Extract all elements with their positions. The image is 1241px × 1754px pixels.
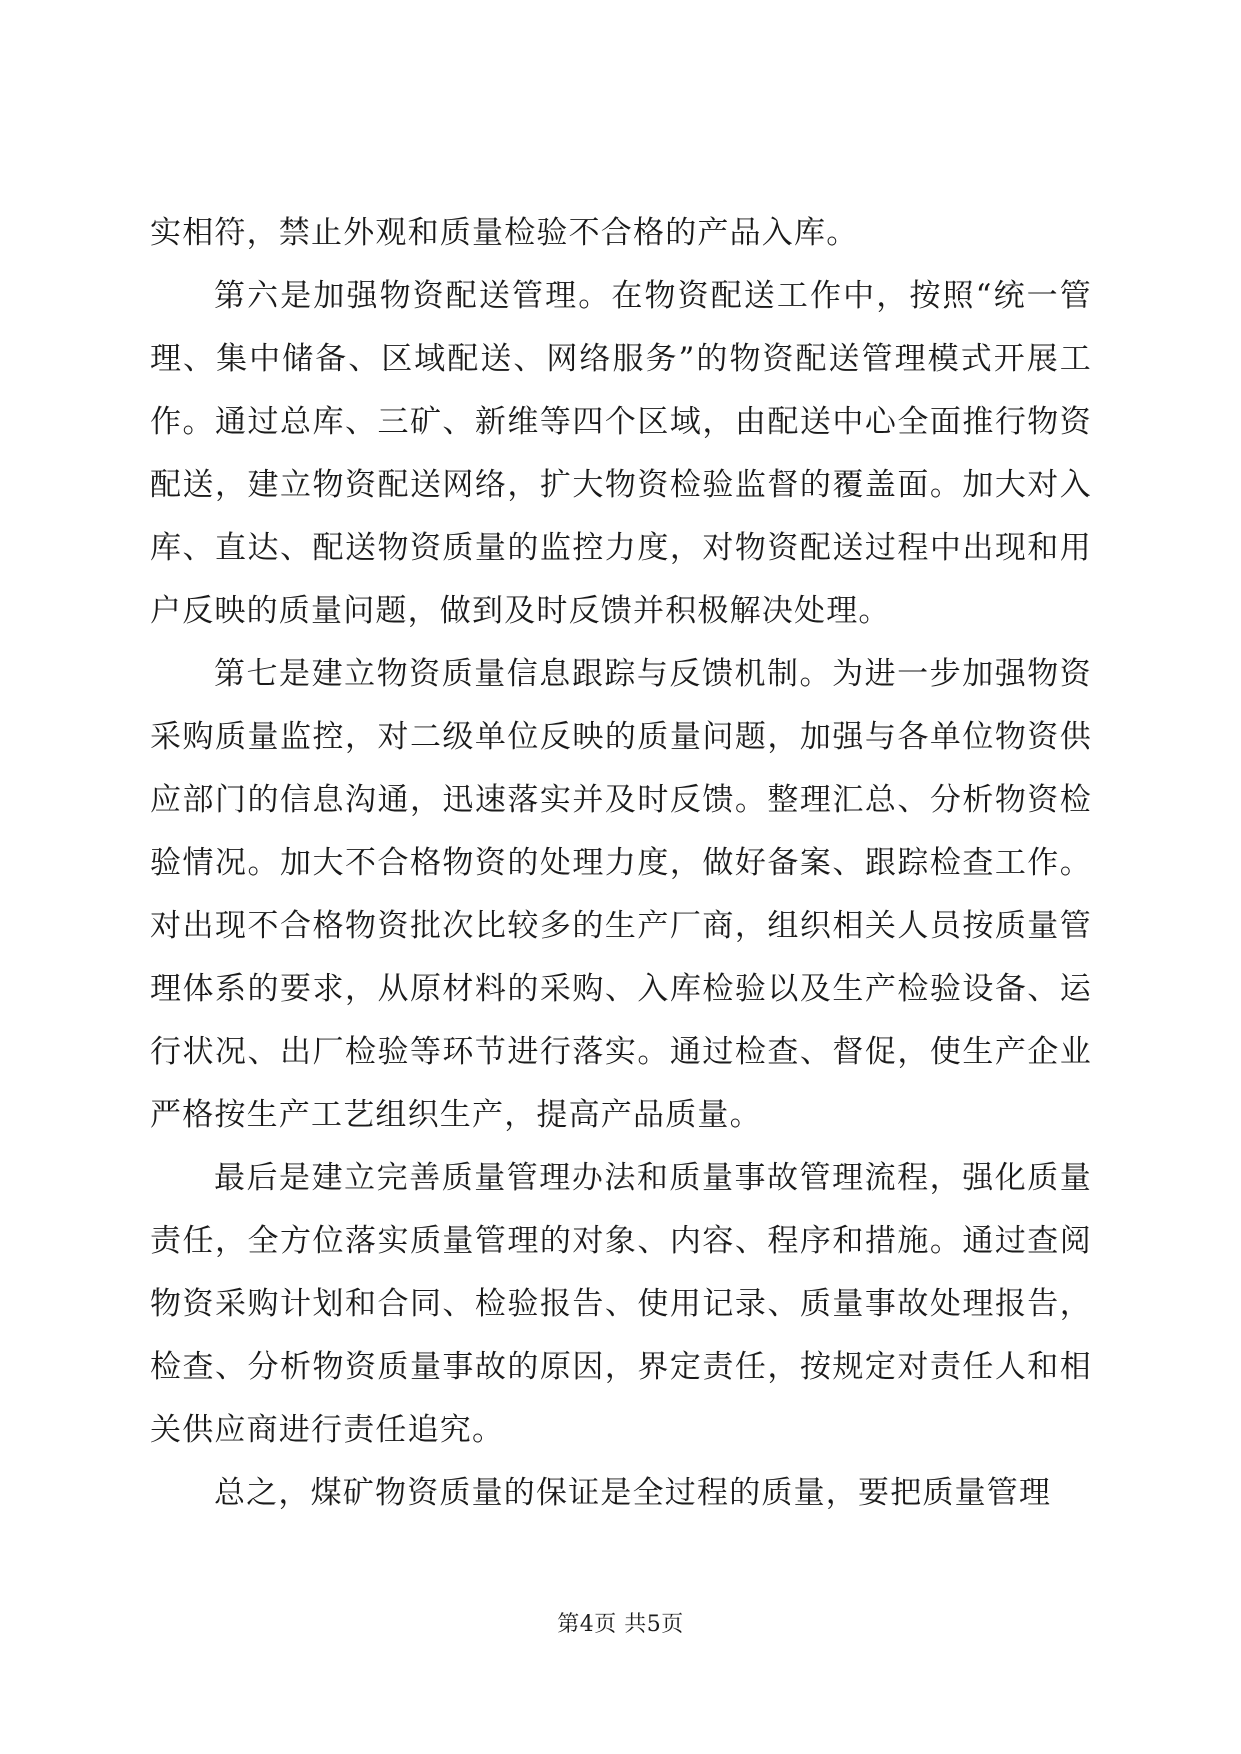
page-number-footer: 第4页 共5页 <box>557 1612 684 1637</box>
paragraph-quality-accountability: 最后是建立完善质量管理办法和质量事故管理流程，强化质量责任，全方位落实质量管理的对象、内容、程序和措施。通过查阅物资采购计划和合同、检验报告、使用记录、质量事故处理报告，检查、分析物资质量事故的原因，界定责任，按规定对责任人和相关供应商进行责任追究。 <box>150 1160 1092 1448</box>
paragraph-conclusion: 总之，煤矿物资质量的保证是全过程的质量，要把质量管理 <box>214 1475 1052 1511</box>
paragraph-continuation: 实相符，禁止外观和质量检验不合格的产品入库。 <box>150 215 859 251</box>
paragraph-quality-feedback: 第七是建立物资质量信息跟踪与反馈机制。为进一步加强物资采购质量监控，对二级单位反映的质量问题，加强与各单位物资供应部门的信息沟通，迅速落实并及时反馈。整理汇总、分析物资检验情况。加大不合格物资的处理力度，做好备案、跟踪检查工作。对出现不合格物资批次比较多的生产厂商，组织相关人员按质量管理体系的要求，从原材料的采购、入库检验以及生产检验设备、运行状况、出厂检验等环节进行落实。通过检查、督促，使生产企业严格按生产工艺组织生产，提高产品质量。 <box>150 656 1092 1133</box>
document-body <box>150 202 1092 1525</box>
paragraph-material-distribution: 第六是加强物资配送管理。在物资配送工作中，按照“统一管理、集中储备、区域配送、网络服务”的物资配送管理模式开展工作。通过总库、三矿、新维等四个区域，由配送中心全面推行物资配送，建立物资配送网络，扩大物资检验监督的覆盖面。加大对入库、直达、配送物资质量的监控力度，对物资配送过程中出现和用户反映的质量问题，做到及时反馈并积极解决处理。 <box>150 278 1092 629</box>
